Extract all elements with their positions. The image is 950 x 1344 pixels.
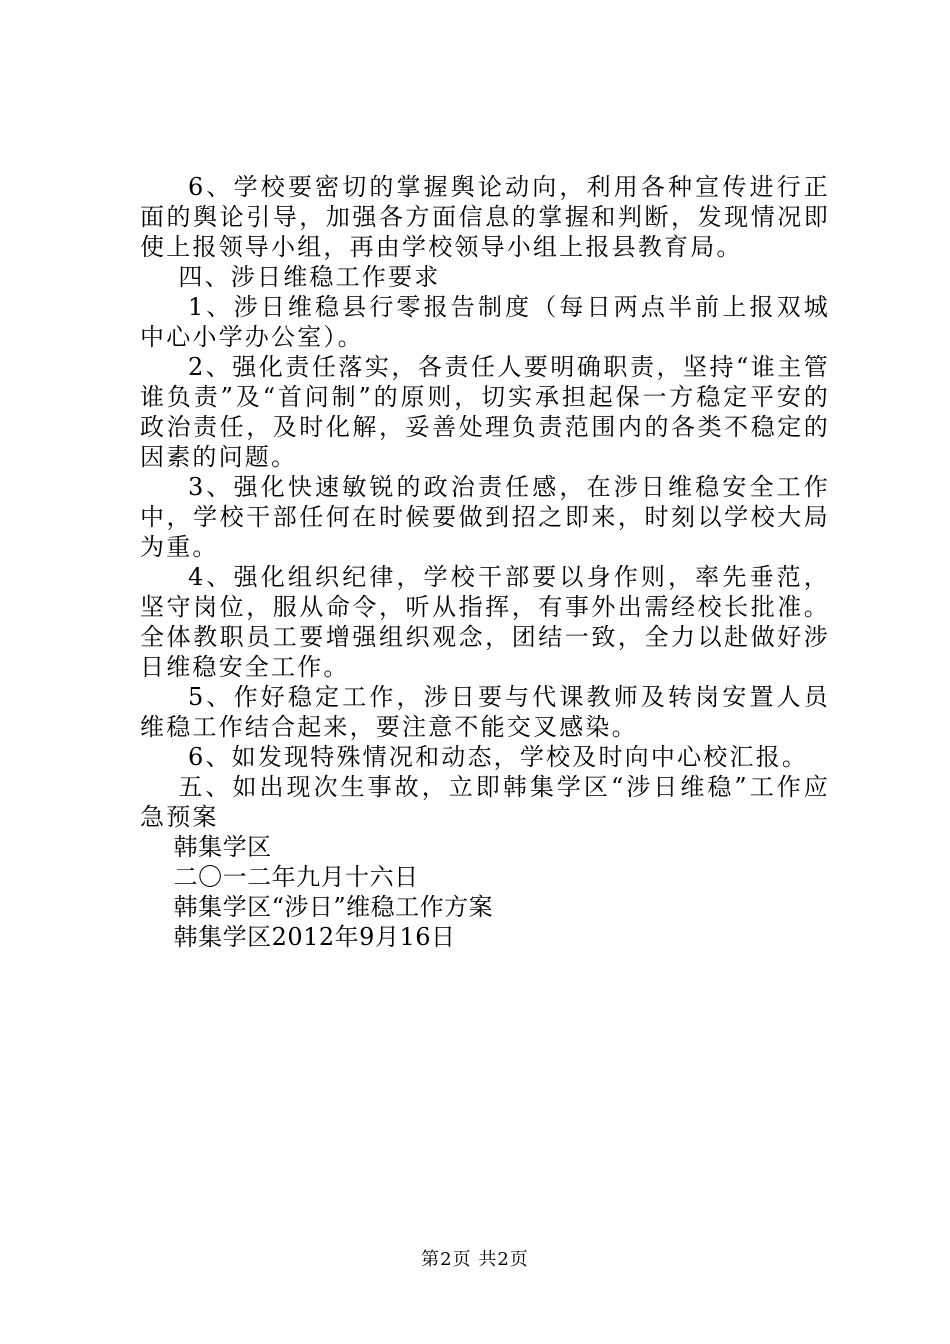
section-5-heading: 五、如出现次生事故，立即韩集学区“涉日维稳”工作应急预案 — [140, 773, 830, 831]
signature-doc-title: 韩集学区“涉日”维稳工作方案 — [173, 893, 494, 921]
paragraph-requirement-4: 4、强化组织纪律，学校干部要以身作则，率先垂范，坚守岗位，服从命令，听从指挥，有事外出需经校长批准。全体教职员工要增强组织观念，团结一致，全力以赴做好涉日维稳安全工作。 — [140, 563, 830, 681]
paragraph-requirement-5: 5、作好稳定工作，涉日要与代课教师及转岗安置人员维稳工作结合起来，要注意不能交叉感染。 — [140, 683, 830, 741]
paragraph-requirement-2: 2、强化责任落实，各责任人要明确职责，坚持“谁主管谁负责”及“首问制”的原则，切实承担起保一方稳定平安的政治责任，及时化解，妥善处理负责范围内的各类不稳定的因素的问题。 — [140, 353, 830, 471]
page-footer: 第2页 共2页 — [421, 1249, 529, 1270]
paragraph-requirement-1: 1、涉日维稳县行零报告制度（每日两点半前上报双城中心小学办公室）。 — [140, 293, 830, 351]
signature-org: 韩集学区 — [173, 833, 272, 861]
signature-org-date: 韩集学区2012年9月16日 — [173, 923, 456, 951]
section-4-heading: 四、涉日维稳工作要求 — [178, 263, 441, 291]
document-body — [140, 172, 830, 952]
signature-date-cn: 二〇一二年九月十六日 — [173, 863, 419, 891]
paragraph-requirement-6: 6、如发现特殊情况和动态，学校及时向中心校汇报。 — [188, 743, 809, 771]
paragraph-requirement-3: 3、强化快速敏锐的政治责任感，在涉日维稳安全工作中，学校干部任何在时候要做到招之即来，时刻以学校大局为重。 — [140, 473, 830, 561]
paragraph-item-6-public-opinion: 6、学校要密切的掌握舆论动向，利用各种宣传进行正面的舆论引导，加强各方面信息的掌握和判断，发现情况即使上报领导小组，再由学校领导小组上报县教育局。 — [140, 173, 830, 261]
